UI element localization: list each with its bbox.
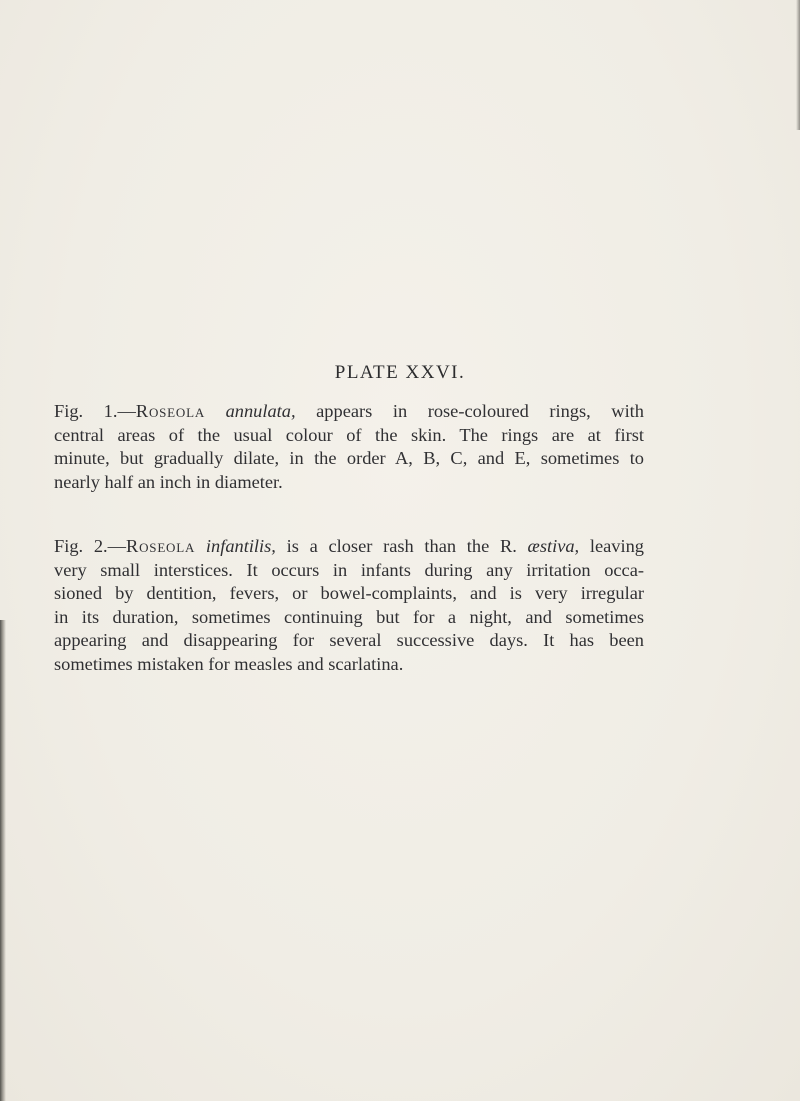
- fig2-name: Roseola: [126, 536, 196, 556]
- fig1-line-0: appears in rose-coloured rings, with: [295, 401, 644, 421]
- fig1-italic: annulata,: [225, 401, 296, 421]
- page-edge-shadow-top: [796, 0, 800, 130]
- page-edge-shadow: [0, 620, 6, 1101]
- fig2-line-1: sioned by dentition, fevers, or bowel-complaints, and is very irregular: [54, 583, 644, 603]
- fig1-line-1: central areas of the usual colour of the skin. The rings are at first: [54, 424, 644, 445]
- fig2-mid: is a closer rash than the R.: [275, 536, 528, 556]
- fig2-italic-2: æstiva,: [527, 536, 580, 556]
- fig1-paragraph: [54, 400, 644, 494]
- fig1-line-3: nearly half an inch in diameter.: [54, 471, 283, 492]
- fig2-line-4: sometimes mistaken for measles and scarlatina.: [54, 653, 404, 674]
- fig1-name: Roseola: [135, 401, 206, 421]
- fig1-label: Fig. 1.—: [54, 401, 136, 421]
- fig2-paragraph: [54, 535, 644, 676]
- fig2-italic: infantilis,: [205, 536, 276, 556]
- fig2-line-3: appearing and disappearing for several successive days. It has been: [54, 630, 644, 650]
- fig1-line-2: minute, but gradually dilate, in the order A, B, C, and E, sometimes to: [54, 448, 644, 468]
- fig2-line-2: in its duration, sometimes continuing but for a night, and sometimes: [54, 606, 644, 627]
- fig2-label: Fig. 2.—: [54, 536, 127, 556]
- plate-title: PLATE XXVI.: [334, 362, 466, 383]
- fig2-end: leaving: [579, 536, 644, 556]
- fig2-line-0: very small interstices. It occurs in infants during any irritation occa-: [54, 559, 644, 580]
